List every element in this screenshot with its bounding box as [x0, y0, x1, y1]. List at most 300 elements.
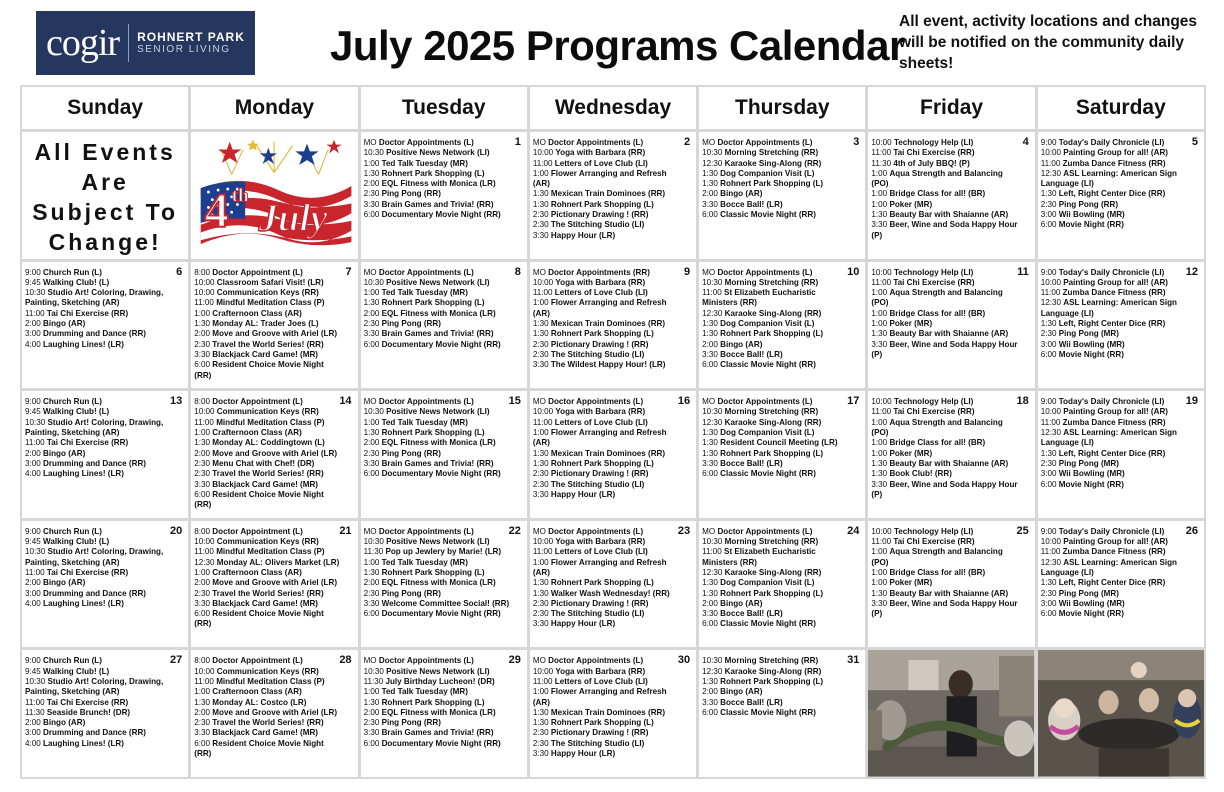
event-item — [25, 288, 185, 309]
event-item — [194, 438, 354, 448]
event-time: 3:00 — [1040, 210, 1057, 220]
event-item — [871, 568, 1031, 578]
day-number: 6 — [176, 265, 183, 278]
event-name: Beauty Bar with Shaianne (AR) — [889, 210, 1009, 220]
event-name: Brain Games and Trivia! (RR) — [381, 458, 494, 468]
day-cell-24 — [699, 521, 865, 648]
event-time: 3:30 — [194, 728, 211, 738]
event-name: Walking Club! (L) — [43, 537, 110, 547]
event-time: 1:00 — [532, 168, 549, 178]
event-name: Laughing Lines! (LR) — [43, 738, 124, 748]
event-item — [364, 599, 524, 609]
event-name: Flower Arranging and Refresh (AR) — [532, 298, 669, 318]
event-name: Rohnert Park Shopping (L) — [381, 567, 485, 577]
event-time: 11:30 — [363, 547, 384, 557]
fourth-of-july-graphic — [193, 134, 355, 256]
event-time: 1:30 — [532, 199, 549, 209]
event-name: Documentary Movie Night (RR) — [381, 609, 501, 619]
event-time: 1:30 — [363, 697, 380, 707]
event-name: Ping Pong (MR) — [1058, 329, 1119, 339]
event-item — [702, 547, 862, 568]
event-photo-1 — [868, 650, 1034, 777]
event-time: 10:00 — [532, 537, 554, 547]
event-name: Ted Talk Tuesday (MR) — [381, 158, 468, 168]
event-name: Morning Stretching (RR) — [724, 656, 819, 666]
event-name: Mindful Meditation Class (P) — [216, 676, 325, 686]
event-name: Ping Pong (RR) — [381, 448, 441, 458]
event-item — [533, 449, 693, 459]
event-item — [364, 329, 524, 339]
day-cell-6 — [22, 262, 188, 389]
event-item — [194, 278, 354, 288]
event-time: 10:00 — [532, 148, 554, 158]
event-name: Documentary Movie Night (RR) — [381, 210, 501, 220]
event-name: Morning Stretching (RR) — [724, 407, 819, 417]
event-name: Karaoke Sing-Along (RR) — [724, 158, 822, 168]
event-item — [364, 169, 524, 179]
event-name: Ping Pong (RR) — [381, 718, 441, 728]
event-name: Painting Group for all! (AR) — [1063, 407, 1168, 417]
event-name: Zumba Dance Fitness (RR) — [1062, 547, 1166, 557]
event-time: 1:30 — [194, 697, 211, 707]
day-number: 22 — [508, 524, 521, 537]
event-item — [364, 288, 524, 298]
event-time: 1:00 — [871, 547, 888, 557]
event-name: Rohnert Park Shopping (L) — [720, 448, 824, 458]
event-time: 2:00 — [194, 707, 211, 717]
event-item — [364, 609, 524, 619]
event-time: 3:00 — [1040, 598, 1057, 608]
event-time: 10:30 — [702, 148, 723, 158]
event-item — [25, 524, 185, 537]
day-cell-7 — [191, 262, 357, 389]
event-name: Travel the World Series! (RR) — [212, 469, 324, 479]
event-name: Yoga with Barbara (RR) — [555, 407, 646, 417]
event-item — [364, 459, 524, 469]
event-name: Doctor Appointments (L) — [378, 656, 474, 666]
event-name: Pictionary Drawing ! (RR) — [550, 598, 649, 608]
event-item — [533, 138, 693, 148]
event-name: Letters of Love Club (LI) — [554, 547, 648, 557]
event-name: Church Run (L) — [43, 656, 102, 666]
event-time: 6:00 — [702, 360, 718, 370]
event-time: 1:00 — [871, 288, 888, 298]
day-number: 2 — [684, 136, 691, 148]
event-item — [194, 298, 354, 308]
event-name: Tai Chi Exercise (RR) — [893, 407, 975, 417]
event-time: 10:30 — [363, 148, 384, 158]
event-time: 10:00 — [1040, 407, 1061, 417]
event-name: Dog Companion Visit (L) — [720, 578, 815, 588]
event-name: Ted Talk Tuesday (MR) — [381, 557, 468, 567]
event-name: Tai Chi Exercise (RR) — [46, 567, 129, 577]
event-item — [533, 278, 693, 288]
day-cell-17 — [699, 391, 865, 518]
event-name: Walking Club! (L) — [43, 407, 110, 417]
day-header-saturday: Saturday — [1038, 87, 1204, 129]
day-cell-8 — [361, 262, 527, 389]
day-number: 16 — [677, 395, 691, 408]
event-time: 3:30 — [363, 199, 380, 209]
event-time: 11:00 — [871, 407, 892, 417]
event-item — [364, 340, 524, 350]
event-name: Communication Keys (RR) — [216, 666, 319, 676]
event-item — [364, 677, 524, 687]
event-name: Aqua Strength and Balancing (PO) — [871, 168, 1006, 189]
event-time: 1:00 — [363, 557, 380, 567]
event-item — [1041, 397, 1201, 407]
event-time: 6:00 — [702, 619, 718, 629]
event-time: 9:45 — [25, 666, 41, 676]
event-item — [871, 278, 1031, 288]
event-name: Doctor Appointment (L) — [212, 267, 303, 277]
event-item — [25, 739, 185, 749]
event-name: Rohnert Park Shopping (L) — [381, 697, 485, 707]
event-name: Painting Group for all! (AR) — [1063, 537, 1168, 547]
event-time: 9:00 — [25, 267, 41, 277]
page-title: July 2025 Programs Calendar — [330, 22, 905, 69]
event-time: 1:00 — [194, 308, 211, 318]
event-item — [1041, 609, 1201, 619]
event-name: Bingo (AR) — [720, 598, 763, 608]
event-time: 2:00 — [702, 189, 718, 199]
event-item — [533, 469, 693, 479]
event-name: Ted Talk Tuesday (MR) — [381, 288, 468, 298]
event-item — [533, 288, 693, 298]
event-time: 1:00 — [871, 448, 888, 458]
event-item — [702, 397, 862, 407]
event-time: MO — [363, 397, 377, 407]
event-item — [25, 677, 185, 698]
fourth-suffix: th — [231, 185, 250, 207]
event-name: Walker Wash Wednesday! (RR) — [550, 588, 670, 598]
event-time: 11:00 — [1040, 288, 1061, 298]
event-item — [1041, 449, 1201, 459]
event-name: Bingo (AR) — [43, 448, 86, 458]
event-time: 1:00 — [871, 189, 888, 199]
event-name: Resident Choice Movie Night (RR) — [194, 360, 327, 380]
event-name: Menu Chat with Chef! (DR) — [212, 458, 315, 468]
event-item — [364, 148, 524, 158]
event-item — [702, 350, 862, 360]
event-time: 1:30 — [871, 588, 888, 598]
event-item — [702, 319, 862, 329]
event-item — [364, 728, 524, 738]
event-name: Mexican Train Dominoes (RR) — [550, 189, 666, 199]
event-time: 3:30 — [702, 697, 718, 707]
event-name: Laughing Lines! (LR) — [43, 339, 124, 349]
event-name: Rohnert Park Shopping (L) — [550, 578, 654, 588]
event-time: 11:00 — [532, 288, 553, 298]
event-time: 1:00 — [532, 298, 549, 308]
event-item — [194, 578, 354, 588]
event-item — [194, 265, 354, 278]
day-number: 30 — [677, 654, 691, 667]
event-name: Rohnert Park Shopping (L) — [720, 179, 824, 189]
event-time: 1:30 — [702, 428, 718, 438]
event-item — [194, 667, 354, 677]
event-time: 6:00 — [1040, 349, 1057, 359]
event-item — [25, 438, 185, 448]
event-name: Monday AL: Olivers Market (LR) — [216, 557, 340, 567]
event-time: 3:30 — [871, 220, 888, 230]
event-name: Blackjack Card Game! (MR) — [212, 728, 319, 738]
event-time: 9:45 — [25, 537, 41, 547]
event-name: Move and Groove with Ariel (LR) — [212, 578, 338, 588]
event-time: 1:30 — [532, 329, 549, 339]
event-name: Studio Art! Coloring, Drawing, Painting, Sketching (AR) — [25, 547, 166, 567]
event-name: Bridge Class for all! (BR) — [889, 308, 986, 318]
event-name: Laughing Lines! (LR) — [43, 469, 124, 479]
event-time: 3:30 — [702, 199, 718, 209]
event-item — [533, 537, 693, 547]
event-item — [1041, 578, 1201, 588]
event-item — [871, 578, 1031, 588]
event-item — [702, 524, 862, 537]
event-time: MO — [702, 526, 716, 536]
event-item — [533, 656, 693, 666]
event-time: 8:00 — [194, 656, 211, 666]
event-time: 10:30 — [363, 407, 384, 417]
event-time: 11:00 — [532, 547, 553, 557]
event-item — [194, 558, 354, 568]
event-item — [25, 578, 185, 588]
event-time: 3:30 — [194, 598, 211, 608]
event-item — [194, 677, 354, 687]
event-name: Yoga with Barbara (RR) — [555, 666, 646, 676]
event-time: 1:00 — [871, 567, 888, 577]
event-item — [194, 360, 354, 381]
day-header-friday: Friday — [868, 87, 1034, 129]
event-time: MO — [702, 397, 716, 407]
day-number: 18 — [1016, 395, 1029, 408]
event-name: Bingo (AR) — [720, 687, 763, 697]
event-name: Positive News Network (LI) — [386, 407, 490, 417]
day-number: 8 — [514, 265, 521, 278]
event-time: 2:00 — [363, 578, 380, 588]
event-time: 2:00 — [25, 448, 41, 458]
day-number: 27 — [170, 654, 183, 667]
event-time: 2:30 — [194, 458, 211, 468]
event-time: 12:30 — [702, 308, 723, 318]
event-time: MO — [363, 267, 377, 277]
event-item — [25, 309, 185, 319]
event-name: Happy Hour (LR) — [550, 619, 616, 629]
event-item — [871, 438, 1031, 448]
event-item — [702, 469, 862, 479]
event-item — [364, 656, 524, 666]
event-name: Bingo (AR) — [43, 319, 86, 329]
event-name: Monday AL: Trader Joes (L) — [212, 319, 319, 329]
event-item — [871, 524, 1031, 537]
day-number: 14 — [339, 395, 352, 408]
event-item — [364, 739, 524, 749]
day-number: 1 — [514, 136, 521, 148]
event-item — [533, 490, 693, 500]
event-item — [25, 718, 185, 728]
event-time: 4:00 — [25, 339, 41, 349]
event-name: Bingo (AR) — [43, 578, 86, 588]
event-name: Letters of Love Club (LI) — [554, 417, 648, 427]
event-item — [533, 159, 693, 169]
day-number: 12 — [1185, 265, 1198, 278]
event-item — [364, 708, 524, 718]
event-name: Poker (MR) — [889, 578, 933, 588]
event-time: 9:00 — [1040, 138, 1057, 147]
event-item — [871, 200, 1031, 210]
event-item — [194, 469, 354, 479]
event-time: 6:00 — [194, 360, 211, 370]
event-time: 4:00 — [25, 738, 41, 748]
event-time: 2:00 — [363, 308, 380, 318]
event-item — [702, 407, 862, 417]
event-time: 1:30 — [871, 469, 888, 479]
event-item — [702, 708, 862, 718]
event-item — [533, 360, 693, 370]
event-item — [25, 329, 185, 339]
event-name: Travel the World Series! (RR) — [212, 339, 324, 349]
event-time: 2:30 — [532, 339, 549, 349]
event-time: 11:00 — [1040, 547, 1061, 557]
logo-divider — [128, 24, 129, 62]
event-item — [702, 619, 862, 629]
day-number: 20 — [170, 524, 183, 537]
event-item — [702, 418, 862, 428]
event-time: 9:45 — [25, 407, 41, 417]
event-item — [1041, 288, 1201, 298]
event-item — [194, 329, 354, 339]
event-name: Doctor Appointments (L) — [548, 397, 644, 407]
event-time: 1:30 — [871, 458, 888, 468]
event-name: The Stitching Studio (LI) — [550, 738, 645, 748]
fourth-word: July — [258, 197, 328, 240]
day-number: 13 — [170, 395, 183, 408]
event-time: 10:00 — [871, 397, 892, 407]
event-time: 3:30 — [532, 230, 549, 240]
event-time: 11:00 — [871, 277, 892, 287]
event-item — [1041, 340, 1201, 350]
event-name: Flower Arranging and Refresh (AR) — [532, 428, 669, 448]
event-item — [533, 589, 693, 599]
event-item — [702, 677, 862, 687]
event-time: 2:30 — [1040, 588, 1057, 598]
event-item — [364, 298, 524, 308]
event-time: 1:30 — [702, 438, 718, 448]
event-name: Ping Pong (RR) — [381, 189, 441, 199]
event-item — [871, 589, 1031, 599]
event-time: 2:30 — [532, 738, 549, 748]
fourth-number: 4 — [204, 184, 230, 238]
event-name: 4th of July BBQ! (P) — [893, 158, 970, 168]
event-name: The Stitching Studio (LI) — [550, 220, 645, 230]
event-item — [871, 329, 1031, 339]
event-time: 2:00 — [702, 598, 718, 608]
event-item — [25, 319, 185, 329]
event-name: Painting Group for all! (AR) — [1063, 277, 1168, 287]
community-logo — [36, 11, 255, 75]
event-item — [533, 350, 693, 360]
event-time: 6:00 — [702, 707, 718, 717]
event-name: Pictionary Drawing ! (RR) — [550, 339, 649, 349]
event-item — [25, 265, 185, 278]
event-item — [194, 350, 354, 360]
event-name: Documentary Movie Night (RR) — [381, 469, 501, 479]
event-item — [1040, 524, 1201, 537]
event-item — [702, 265, 862, 278]
event-item — [1041, 599, 1201, 609]
event-item — [533, 220, 693, 230]
event-item — [25, 547, 185, 568]
event-name: Rohnert Park Shopping (L) — [550, 199, 654, 209]
event-time: 6:00 — [1040, 609, 1057, 619]
event-time: 10:00 — [532, 407, 554, 417]
event-time: 1:30 — [532, 458, 549, 468]
event-name: Doctor Appointment (L) — [212, 526, 303, 536]
event-name: Classic Movie Night (RR) — [720, 707, 816, 717]
event-name: Dog Companion Visit (L) — [720, 319, 815, 329]
event-name: Move and Groove with Ariel (LR) — [212, 707, 338, 717]
event-time: 12:30 — [194, 557, 215, 567]
event-time: 6:00 — [194, 738, 211, 748]
event-name: Painting Group for all! (AR) — [1063, 148, 1168, 158]
event-time: 3:30 — [702, 349, 718, 359]
event-item — [1041, 469, 1201, 479]
event-time: 10:00 — [871, 267, 892, 277]
event-item — [702, 599, 862, 609]
day-number: 19 — [1185, 395, 1198, 408]
event-item — [194, 708, 354, 718]
event-time: 2:30 — [532, 479, 549, 489]
event-item — [702, 578, 862, 588]
event-item — [194, 340, 354, 350]
event-item — [1041, 350, 1201, 360]
event-name: Resident Council Meeting (LR) — [720, 438, 838, 448]
event-item — [363, 524, 524, 537]
event-time: 1:00 — [871, 168, 888, 178]
day-number: 17 — [847, 395, 860, 408]
event-time: 10:30 — [25, 288, 46, 298]
event-time: 1:00 — [871, 199, 888, 209]
event-name: Happy Hour (LR) — [550, 749, 616, 759]
event-item — [1041, 220, 1201, 230]
event-time: 11:00 — [702, 288, 722, 298]
subject-to-change-note: All Events Are Subject To Change! — [32, 139, 179, 256]
day-cell-27 — [22, 650, 188, 777]
event-item — [871, 210, 1031, 220]
event-time: 1:00 — [871, 438, 888, 448]
day-cell-29 — [361, 650, 527, 777]
event-item — [533, 718, 693, 728]
event-name: Poker (MR) — [889, 199, 933, 209]
event-time: 1:30 — [532, 718, 549, 728]
event-name: Left, Right Center Dice (RR) — [1058, 319, 1166, 329]
event-time: 1:00 — [532, 557, 549, 567]
event-item — [702, 667, 862, 677]
event-name: Church Run (L) — [43, 397, 102, 407]
event-time: 9:45 — [25, 277, 41, 287]
event-name: Doctor Appointments (L) — [548, 656, 644, 666]
event-item — [533, 397, 693, 407]
event-item — [533, 428, 693, 449]
event-item — [1041, 329, 1201, 339]
event-name: Doctor Appointments (L) — [378, 526, 474, 536]
event-item — [1041, 589, 1201, 599]
event-time: 3:00 — [25, 728, 41, 738]
event-item — [194, 687, 354, 697]
event-time: 11:30 — [363, 676, 384, 686]
event-time: 1:30 — [871, 210, 888, 220]
event-name: Today's Daily Chronicle (LI) — [1058, 526, 1165, 536]
